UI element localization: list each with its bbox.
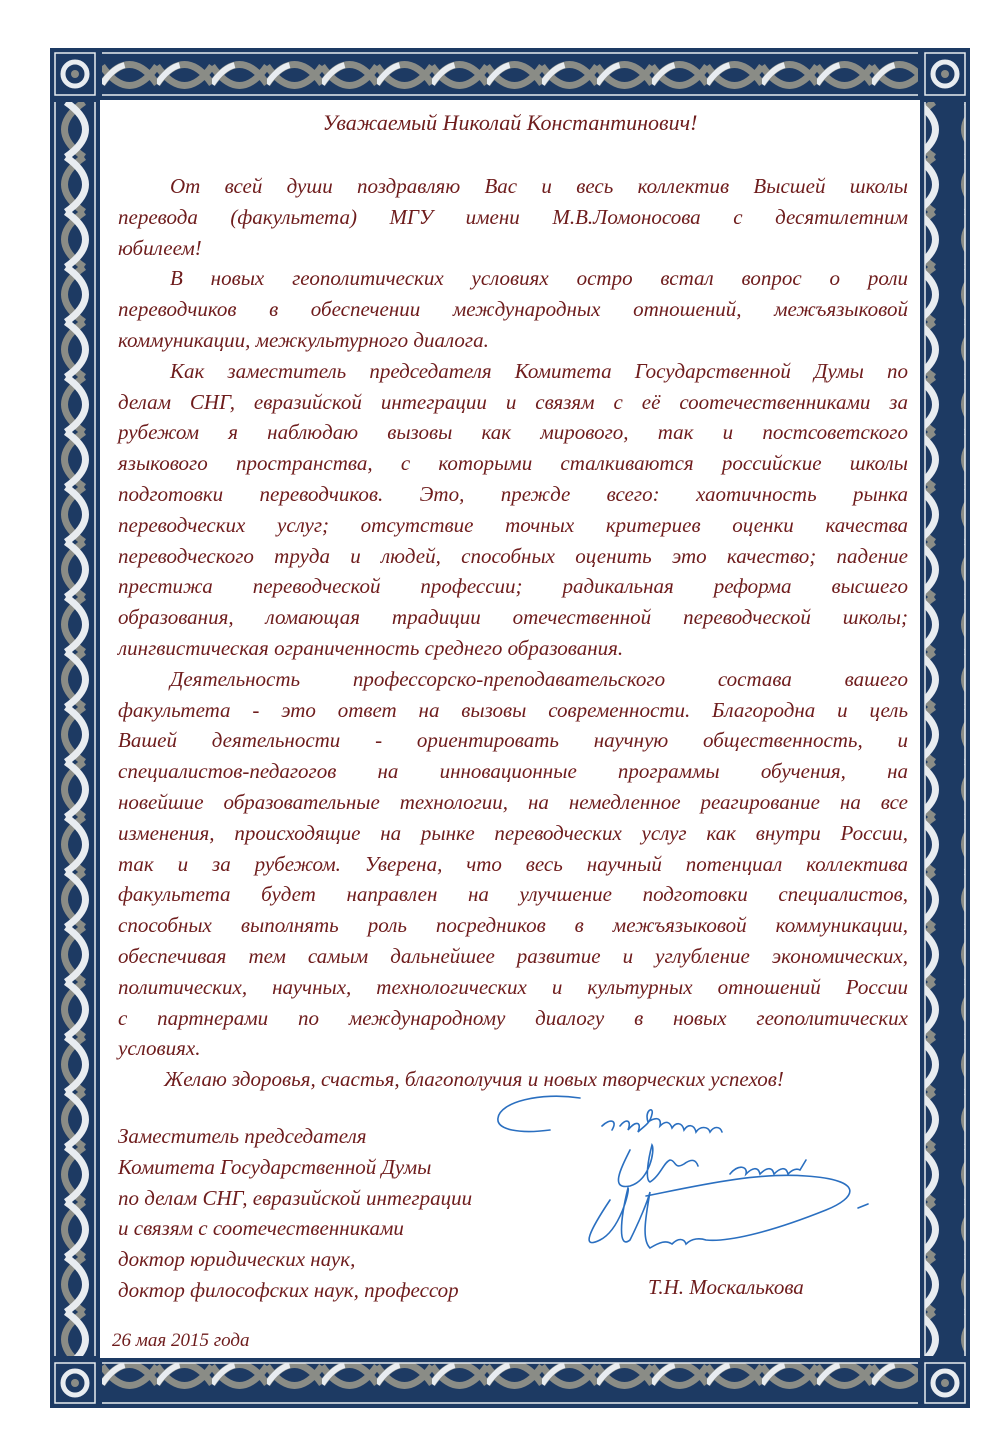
handwritten-signature <box>480 1090 900 1290</box>
signature-block-line: доктор философских наук, профессор <box>118 1277 459 1302</box>
closing-wish: Желаю здоровья, счастья, благополучия и новых творческих успехов! <box>164 1067 784 1092</box>
paragraph-1-line: перевода (факультета) МГУ имени М.В.Ломоносова с десятилетним <box>118 204 908 229</box>
letter-date: 26 мая 2015 года <box>112 1330 250 1351</box>
paragraph-4-line: политических, научных, технологических и культурных отношений России <box>118 974 908 999</box>
signature-block-line: доктор юридических наук, <box>118 1247 356 1272</box>
paragraph-4-line: обеспечивая тем самым дальнейшее развитие и углубление экономических, <box>118 943 908 968</box>
paragraph-4-line: условиях. <box>118 1036 201 1061</box>
letter-body <box>118 171 908 1095</box>
paragraph-2-line: коммуникации, межкультурного диалога. <box>118 327 489 352</box>
paragraph-3-line: престижа переводческой профессии; радикальная реформа высшего <box>118 574 908 599</box>
signature-block-line: Заместитель председателя <box>118 1124 367 1148</box>
signature-block-line: и связям с соотечественниками <box>118 1216 404 1241</box>
paragraph-4-line: способных выполнять роль посредников в межъязыковой коммуникации, <box>118 913 908 938</box>
paragraph-3-line: подготовки переводчиков. Это, прежде всего: хаотичность рынка <box>118 481 908 506</box>
signer-name: Т.Н. Москалькова <box>648 1275 804 1299</box>
paragraph-4-line: специалистов-педагогов на инновационные программы обучения, на <box>118 759 908 784</box>
paragraph-3-line: делам СНГ, евразийской интеграции и связям с её соотечественниками за <box>118 389 908 414</box>
paragraph-3-line: переводческого труда и людей, способных оценить это качество; падение <box>118 543 908 568</box>
paragraph-4-line: Деятельность профессорско-преподавательского состава вашего <box>170 666 908 691</box>
paragraph-3-line: рубежом я наблюдаю вызовы как мирового, так и постсоветского <box>118 420 908 445</box>
signature-block-line: по делам СНГ, евразийской интеграции <box>118 1185 473 1210</box>
signature-block-line: Комитета Государственной Думы <box>118 1154 432 1179</box>
paragraph-2-line: переводчиков в обеспечении международных отношений, межъязыковой <box>118 297 908 322</box>
paragraph-2-line: В новых геополитических условиях остро встал вопрос о роли <box>170 266 908 291</box>
paragraph-3-line: лингвистическая ограниченность среднего образования. <box>118 635 624 660</box>
paragraph-1-line: От всей души поздравляю Вас и весь коллектив Высшей школы <box>170 174 908 198</box>
paragraph-4-line: факультета будет направлен на улучшение подготовки специалистов, <box>118 882 908 907</box>
paragraph-3-line: образования, ломающая традиции отечественной переводческой школы; <box>118 605 908 630</box>
salutation: Уважаемый Николай Константинович! <box>322 110 698 135</box>
paragraph-3-line: переводческих услуг; отсутствие точных критериев оценки качества <box>118 512 908 537</box>
paragraph-4-line: так и за рубежом. Уверена, что весь научный потенциал коллектива <box>118 851 908 876</box>
signature-block <box>118 1121 472 1306</box>
paragraph-4-line: изменения, происходящие на рынке переводческих услуг как внутри России, <box>118 820 908 845</box>
paragraph-1-line: юбилеем! <box>118 235 202 260</box>
paragraph-3-line: Как заместитель председателя Комитета Государственной Думы по <box>170 358 908 383</box>
paragraph-4-line: факультета - это ответ на вызовы современности. Благородна и цель <box>118 697 908 722</box>
paragraph-3-line: языкового пространства, с которыми сталкиваются российские школы <box>118 451 908 476</box>
paragraph-4-line: Вашей деятельности - ориентировать научную общественность, и <box>118 728 908 753</box>
paragraph-4-line: с партнерами по международному диалогу в новых геополитических <box>118 1005 908 1030</box>
paragraph-4-line: новейшие образовательные технологии, на немедленное реагирование на все <box>118 789 908 814</box>
